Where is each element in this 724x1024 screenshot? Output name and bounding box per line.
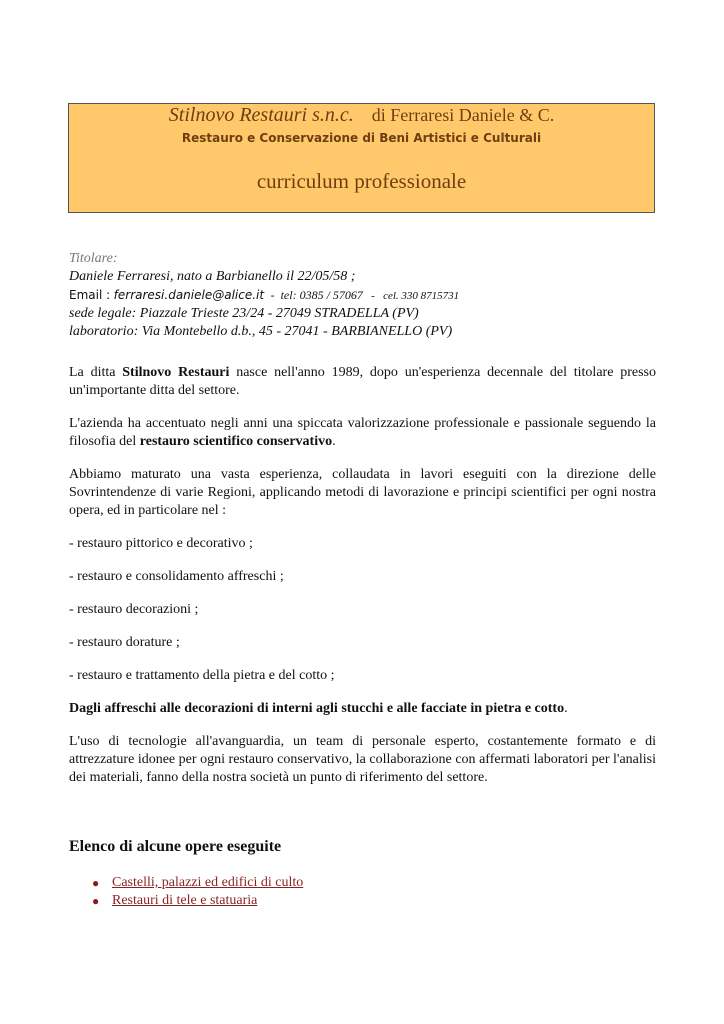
cel: cel. 330 8715731 [383, 290, 460, 302]
list-item: - restauro e consolidamento affreschi ; [69, 569, 284, 584]
email-value[interactable]: ferraresi.daniele@alice.it [113, 288, 265, 302]
laboratorio: laboratorio: Via Montebello d.b., 45 - 27041 - BARBIANELLO (PV) [69, 324, 453, 339]
link-castelli[interactable]: Castelli, palazzi ed edifici di culto [112, 875, 304, 890]
owner-info [69, 250, 669, 341]
list-item: - restauro e trattamento della pietra e del cotto ; [69, 668, 335, 683]
bullet-icon: ● [92, 876, 100, 890]
p4-bold: Dagli affreschi alle decorazioni di interni agli stucchi e alle facciate in pietra e cotto [69, 701, 565, 716]
paragraph-experience: Abbiamo maturato una vasta esperienza, collaudata in lavori eseguiti con la direzione delle Sovrintendenze di varie Regioni, applicando metodi di lavorazione e principi scientifici per ogni nostra opera, ed in particolare nel : [69, 467, 656, 518]
paragraph-highlight [69, 700, 656, 718]
body-text [69, 364, 656, 802]
email-label: Email : [69, 288, 111, 302]
company-suffix: di Ferraresi Daniele & C. [371, 105, 555, 125]
works-list-item [92, 892, 303, 910]
paragraph-intro [69, 364, 656, 400]
header-box [68, 103, 655, 213]
document-title: curriculum professionale [256, 169, 467, 193]
owner-label: Titolare: [69, 251, 118, 266]
works-list [92, 874, 303, 910]
works-list-item [92, 874, 303, 892]
contact-line: Email : ferraresi.daniele@alice.it - tel: 0385 / 57067 - cel. 330 8715731 [69, 288, 460, 302]
p1-company: Stilnovo Restauri [122, 365, 230, 380]
p2-text-a: L'azienda ha accentuato negli anni una spiccata valorizzazione professionale e passionale seguendo la filosofia del [69, 416, 656, 449]
p2-text-c: . [332, 434, 336, 449]
tel: tel: 0385 / 57067 [280, 288, 363, 302]
company-line [69, 104, 654, 127]
list-item: - restauro decorazioni ; [69, 602, 199, 617]
works-title: Elenco di alcune opere eseguite [69, 838, 282, 855]
bullet-icon: ● [92, 894, 100, 908]
p2-bold: restauro scientifico conservativo [139, 434, 333, 449]
company-subtitle: Restauro e Conservazione di Beni Artistici e Culturali [181, 131, 542, 145]
sede-legale: sede legale: Piazzale Trieste 23/24 - 27049 STRADELLA (PV) [69, 306, 419, 321]
p4-end: . [564, 701, 568, 716]
p1-text-c: nasce nell'anno 1989, dopo un'esperienza decennale del titolare presso un'importante ditta del settore. [69, 365, 656, 398]
list-item: - restauro dorature ; [69, 635, 180, 650]
paragraph-philosophy [69, 415, 656, 451]
paragraph-technology: L'uso di tecnologie all'avanguardia, un team di personale esperto, costantemente formato e di attrezzature idonee per ogni restauro conservativo, la collaborazione con affermati laboratori per l'analisi dei materiali, fanno della nostra società un punto di riferimento del settore. [69, 734, 656, 785]
p1-text-a: La ditta [69, 365, 123, 380]
list-item: - restauro pittorico e decorativo ; [69, 536, 253, 551]
company-name: Stilnovo Restauri s.n.c. [168, 104, 354, 126]
link-restauri-tele[interactable]: Restauri di tele e statuaria [112, 893, 258, 908]
owner-name: Daniele Ferraresi, nato a Barbianello il 22/05/58 ; [69, 269, 356, 284]
